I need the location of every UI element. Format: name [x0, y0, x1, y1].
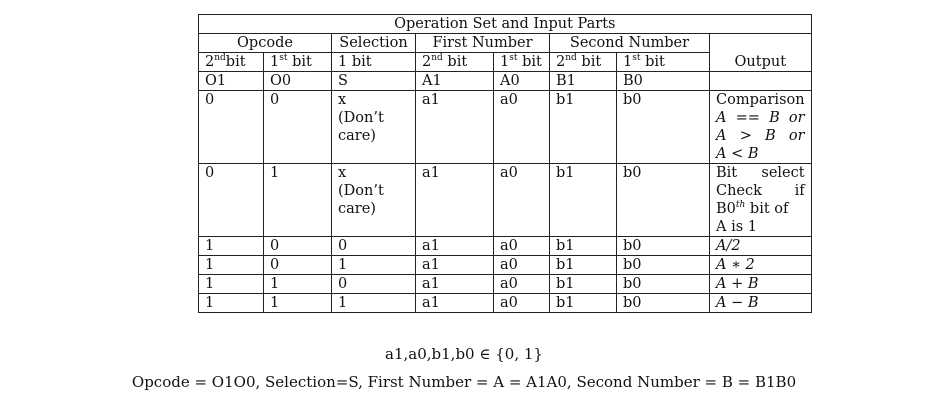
output-line: Check if [716, 183, 805, 199]
name-o1: O1 [199, 72, 264, 91]
cell-output: A/2 [710, 237, 812, 256]
first-number-header: First Number [416, 34, 550, 53]
cell-b0: b0 [617, 294, 710, 313]
bit-suffix: nd [431, 53, 443, 63]
cell-o1: 0 [199, 91, 264, 164]
cell-output: A ∗ 2 [710, 256, 812, 275]
cell-o0: 0 [264, 256, 332, 275]
output-line: Bit select [716, 165, 805, 181]
output-fragment: B0 [716, 201, 736, 217]
cell-o0: 1 [264, 164, 332, 237]
bit-suffix: st [509, 53, 518, 63]
second-number-header: Second Number [550, 34, 710, 53]
opcode-header: Opcode [199, 34, 332, 53]
table-caption: Operation Set and Input Parts [199, 15, 812, 34]
cell-a0: a0 [494, 275, 550, 294]
bit-number: 1 [270, 54, 280, 70]
cell-o1: 1 [199, 237, 264, 256]
variable-domain-line: a1,a0,b1,b0 ∈ {0, 1} [385, 345, 543, 363]
cell-a0: a0 [494, 91, 550, 164]
cell-output: A − B [710, 294, 812, 313]
bit-number: 1 [623, 54, 633, 70]
cell-a0: a0 [494, 294, 550, 313]
output-line: Comparison [716, 92, 805, 108]
output-header-cell [710, 34, 812, 72]
cell-s: 0 [332, 275, 416, 294]
table-row [199, 275, 812, 294]
name-s: S [332, 72, 416, 91]
cell-output-comparison [710, 91, 812, 164]
selection-header: Selection [332, 34, 416, 53]
cell-b0: b0 [617, 237, 710, 256]
bit-number: 2 [205, 54, 215, 70]
bit-header-o0 [264, 53, 332, 72]
bit-word: bit [581, 54, 602, 70]
bit-header-o1 [199, 53, 264, 72]
bit-number: 2 [422, 54, 432, 70]
bit-number: 1 [500, 54, 510, 70]
cell-b1: b1 [550, 237, 617, 256]
bit-header-a0 [494, 53, 550, 72]
output-line: A == B or [716, 110, 805, 126]
bit-word: bit [447, 54, 468, 70]
bit-suffix: st [632, 53, 641, 63]
cell-b1: b1 [550, 294, 617, 313]
table-row [199, 164, 812, 237]
cell-s: 0 [332, 237, 416, 256]
name-o0: O0 [264, 72, 332, 91]
bit-header-b1 [550, 53, 617, 72]
bit-word: bit [292, 54, 312, 70]
bit-word: bit [225, 54, 246, 70]
cell-o0: 0 [264, 91, 332, 164]
cell-o1: 0 [199, 164, 264, 237]
bit-header-b0 [617, 53, 710, 72]
cell-b1: b1 [550, 164, 617, 237]
bit-header-s: 1 bit [332, 53, 416, 72]
name-a1: A1 [416, 72, 494, 91]
output-header: Output [734, 54, 787, 70]
table-row [199, 237, 812, 256]
bit-word: bit [522, 54, 542, 70]
table-row [199, 294, 812, 313]
cell-s: x (Don’t care) [332, 91, 416, 164]
cell-s: x (Don’t care) [332, 164, 416, 237]
output-fragment: bit of [745, 201, 789, 217]
cell-a1: a1 [416, 91, 494, 164]
bit-suffix: nd [214, 53, 226, 63]
cell-a1: a1 [416, 256, 494, 275]
output-line: A < B [716, 146, 759, 162]
output-superscript: th [735, 200, 746, 210]
definition-line: Opcode = O1O0, Selection=S, First Number = A = A1A0, Second Number = B = B1B0 [131, 373, 797, 391]
cell-s: 1 [332, 294, 416, 313]
cell-b0: b0 [617, 164, 710, 237]
table-row [199, 91, 812, 164]
bit-word: bit [645, 54, 665, 70]
cell-o1: 1 [199, 294, 264, 313]
cell-o0: 1 [264, 275, 332, 294]
cell-a1: a1 [416, 237, 494, 256]
cell-a0: a0 [494, 237, 550, 256]
cell-b1: b1 [550, 275, 617, 294]
bit-suffix: nd [565, 53, 577, 63]
cell-a0: a0 [494, 256, 550, 275]
cell-a0: a0 [494, 164, 550, 237]
output-line [716, 200, 805, 218]
name-b0: B0 [617, 72, 710, 91]
cell-b0: b0 [617, 91, 710, 164]
output-line: A > B or [716, 128, 805, 144]
name-out [710, 72, 812, 91]
cell-a1: a1 [416, 294, 494, 313]
bit-header-a1 [416, 53, 494, 72]
output-line: A is 1 [716, 219, 757, 235]
cell-o0: 1 [264, 294, 332, 313]
cell-a1: a1 [416, 275, 494, 294]
cell-o1: 1 [199, 275, 264, 294]
cell-o1: 1 [199, 256, 264, 275]
bit-suffix: st [279, 53, 288, 63]
bit-number: 2 [556, 54, 566, 70]
table-row [199, 256, 812, 275]
cell-a1: a1 [416, 164, 494, 237]
cell-o0: 0 [264, 237, 332, 256]
cell-b1: b1 [550, 91, 617, 164]
operation-table [198, 14, 812, 313]
name-b1: B1 [550, 72, 617, 91]
cell-b0: b0 [617, 256, 710, 275]
cell-s: 1 [332, 256, 416, 275]
name-a0: A0 [494, 72, 550, 91]
cell-b1: b1 [550, 256, 617, 275]
cell-b0: b0 [617, 275, 710, 294]
cell-output-bitselect [710, 164, 812, 237]
cell-output: A + B [710, 275, 812, 294]
